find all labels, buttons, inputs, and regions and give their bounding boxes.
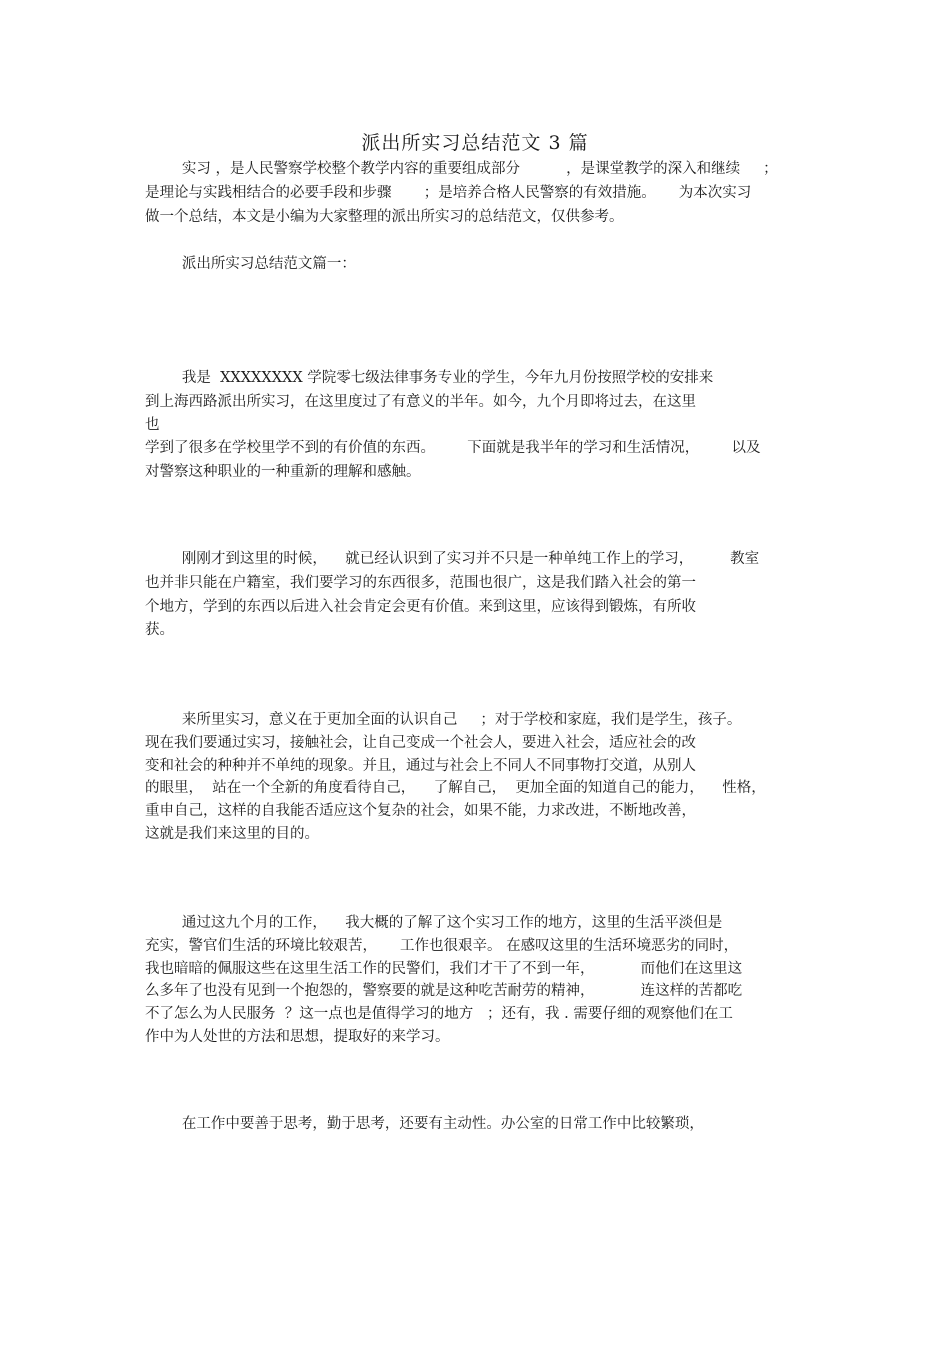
text-line: 是理论与实践相结合的必要手段和步骤 ；是培养合格人民警察的有效措施。 为本次实习 (145, 185, 752, 201)
text-line: 现在我们要通过实习，接触社会，让自己变成一个社会人，要进入社会，适应社会的改 (145, 735, 696, 751)
text-line: 不了怎么为人民服务 ？这一点也是值得学习的地方 ；还有，我 . 需要仔细的观察他们在工 (145, 1006, 733, 1022)
document-title: 派出所实习总结范文 3 篇 (361, 132, 589, 154)
text-line: 的眼里， 站在一个全新的角度看待自己， 了解自己， 更加全面的知道自己的能力， 性格， (145, 780, 766, 796)
text-line: 也 (145, 417, 160, 433)
text-line: 对警察这种职业的一种重新的理解和感触。 (145, 464, 421, 480)
text-line: 在工作中要善于思考，勤于思考，还要有主动性。办公室的日常工作中比较繁琐， (145, 1116, 704, 1132)
text-line: 学到了很多在学校里学不到的有价值的东西。 下面就是我半年的学习和生活情况， 以及 (145, 440, 761, 456)
text-line: 我也暗暗的佩服这些在这里生活工作的民警们，我们才干了不到一年， 而他们在这里这 (145, 961, 743, 977)
text-line: 作中为人处世的方法和思想，提取好的来学习。 (145, 1029, 450, 1045)
text-line: 获。 (145, 622, 174, 638)
text-line: 我是 XXXXXXXX 学院零七级法律事务专业的学生，今年九月份按照学校的安排来 (145, 370, 714, 386)
text-line: 派出所实习总结范文篇一： (145, 256, 356, 272)
text-line: 这就是我们来这里的目的。 (145, 826, 319, 842)
text-line: 刚刚才到这里的时候， 就已经认识到了实习并不只是一种单纯工作上的学习， 教室 (145, 551, 760, 567)
text-line: 做一个总结，本文是小编为大家整理的派出所实习的总结范文，仅供参考。 (145, 209, 624, 225)
text-line: 么多年了也没有见到一个抱怨的，警察要的就是这种吃苦耐劳的精神， 连这样的苦都吃 (145, 983, 743, 999)
text-line: 通过这九个月的工作， 我大概的了解了这个实习工作的地方，这里的生活平淡但是 (145, 915, 723, 931)
text-line: 个地方，学到的东西以后进入社会肯定会更有价值。来到这里，应该得到锻炼，有所收 (145, 599, 696, 615)
text-line: 也并非只能在户籍室，我们要学习的东西很多，范围也很广，这是我们踏入社会的第一 (145, 575, 696, 591)
text-line: 变和社会的种种并不单纯的现象。并且，通过与社会上不同人不同事物打交道，从别人 (145, 758, 696, 774)
text-line: 充实，警官们生活的环境比较艰苦， 工作也很艰辛。 在感叹这里的生活环境恶劣的同时， (145, 938, 739, 954)
text-line: 到上海西路派出所实习，在这里度过了有意义的半年。如今，九个月即将过去，在这里 (145, 394, 696, 410)
text-line: 重申自己，这样的自我能否适应这个复杂的社会，如果不能，力求改进，不断地改善， (145, 803, 696, 819)
text-line: 实习 ，是人民警察学校整个教学内容的重要组成部分 ，是课堂教学的深入和继续 ； (145, 161, 778, 177)
text-line: 来所里实习，意义在于更加全面的认识自己 ；对于学校和家庭，我们是学生，孩子。 (145, 712, 742, 728)
